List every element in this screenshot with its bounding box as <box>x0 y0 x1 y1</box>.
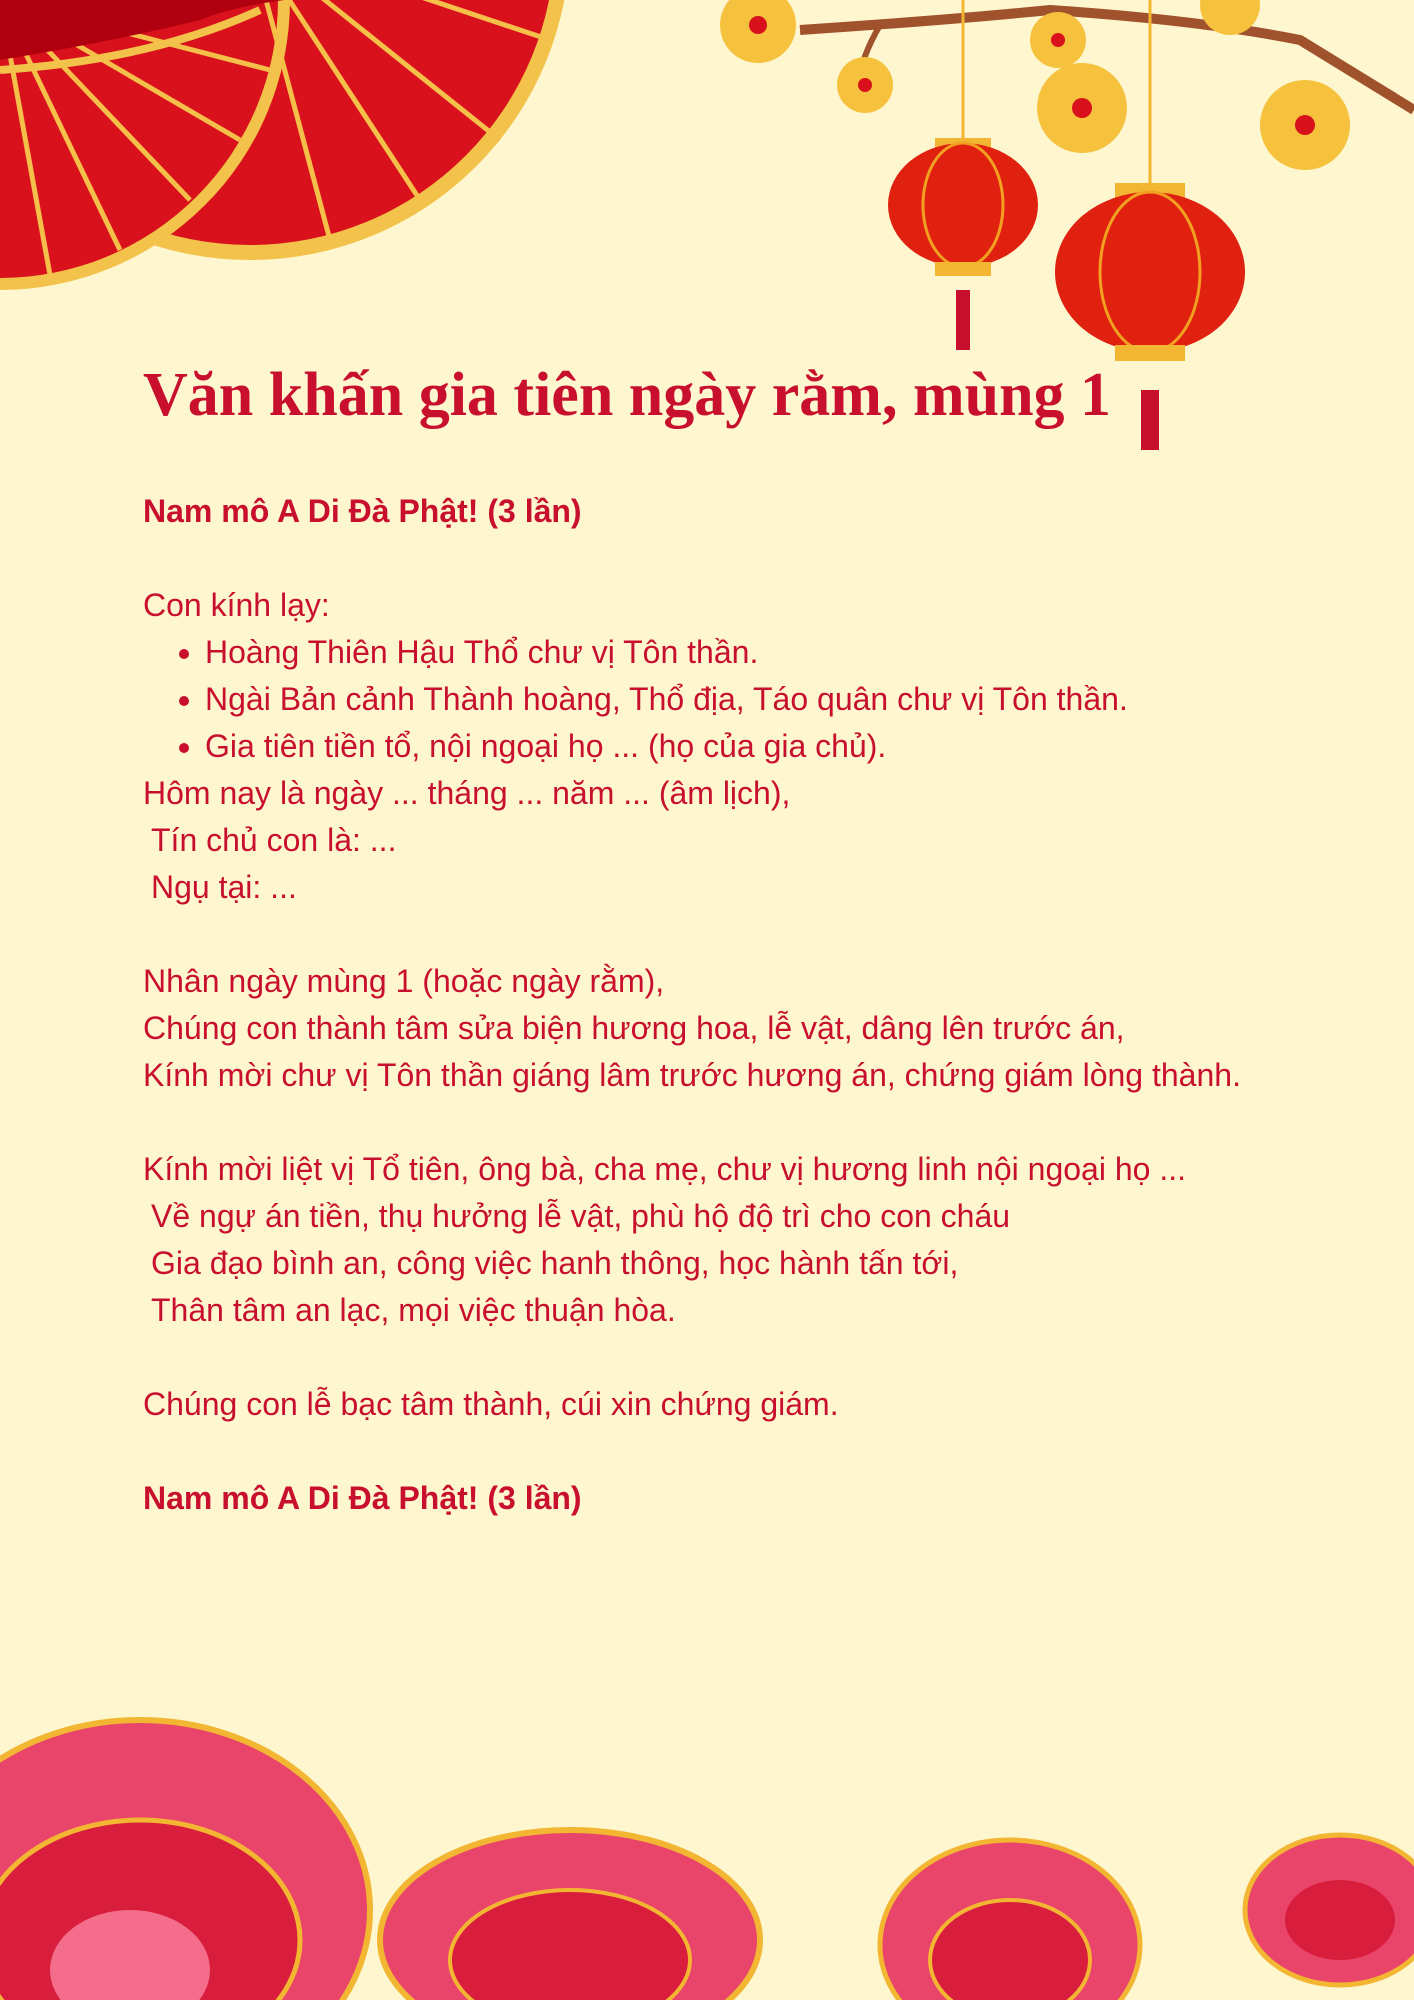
name-line: Tín chủ con là: ... <box>151 822 397 858</box>
invocation-list <box>143 629 1291 770</box>
address-line: Ngụ tại: ... <box>151 869 297 905</box>
paragraph-line: Chúng con thành tâm sửa biện hương hoa, lễ vật, dâng lên trước án, <box>143 1010 1125 1046</box>
paragraph-line: Kính mời liệt vị Tổ tiên, ông bà, cha mẹ, chư vị hương linh nội ngoại họ ... <box>143 1151 1186 1187</box>
peony-flower-icon <box>0 1720 370 2000</box>
page-title: Văn khấn gia tiên ngày rằm, mùng 1 <box>143 361 1112 429</box>
paragraph-line: Nhân ngày mùng 1 (hoặc ngày rằm), <box>143 963 665 999</box>
plum-branch-decoration <box>720 0 1414 170</box>
bottom-flower-decoration <box>0 1660 1414 2000</box>
paragraph-line: Gia đạo bình an, công việc hanh thông, học hành tấn tới, <box>151 1245 959 1281</box>
closing-line: Chúng con lễ bạc tâm thành, cúi xin chứng giám. <box>143 1386 839 1422</box>
paragraph-line: Kính mời chư vị Tôn thần giáng lâm trước hương án, chứng giám lòng thành. <box>143 1057 1241 1093</box>
prayer-text <box>143 488 1291 1522</box>
red-fan-decoration <box>0 0 570 290</box>
paragraph-line: Thân tâm an lạc, mọi việc thuận hòa. <box>151 1292 676 1328</box>
invocation-label: Con kính lạy: <box>143 587 330 623</box>
date-line: Hôm nay là ngày ... tháng ... năm ... (âm lịch), <box>143 775 791 811</box>
paragraph-line: Về ngự án tiền, thụ hưởng lễ vật, phù hộ độ trì cho con cháu <box>151 1198 1011 1234</box>
peony-flower-icon <box>880 1840 1140 2000</box>
peony-flower-icon <box>1245 1835 1414 1985</box>
list-item: • Ngài Bản cảnh Thành hoàng, Thổ địa, Táo quân chư vị Tôn thần. <box>205 676 1291 723</box>
list-item: • Hoàng Thiên Hậu Thổ chư vị Tôn thần. <box>205 629 1291 676</box>
opening-chant: Nam mô A Di Đà Phật! (3 lần) <box>143 493 582 529</box>
peony-flower-icon <box>380 1830 760 2000</box>
list-item: • Gia tiên tiền tổ, nội ngoại họ ... (họ của gia chủ). <box>205 723 1291 770</box>
small-lantern-icon <box>888 0 1038 350</box>
ending-chant: Nam mô A Di Đà Phật! (3 lần) <box>143 1480 582 1516</box>
